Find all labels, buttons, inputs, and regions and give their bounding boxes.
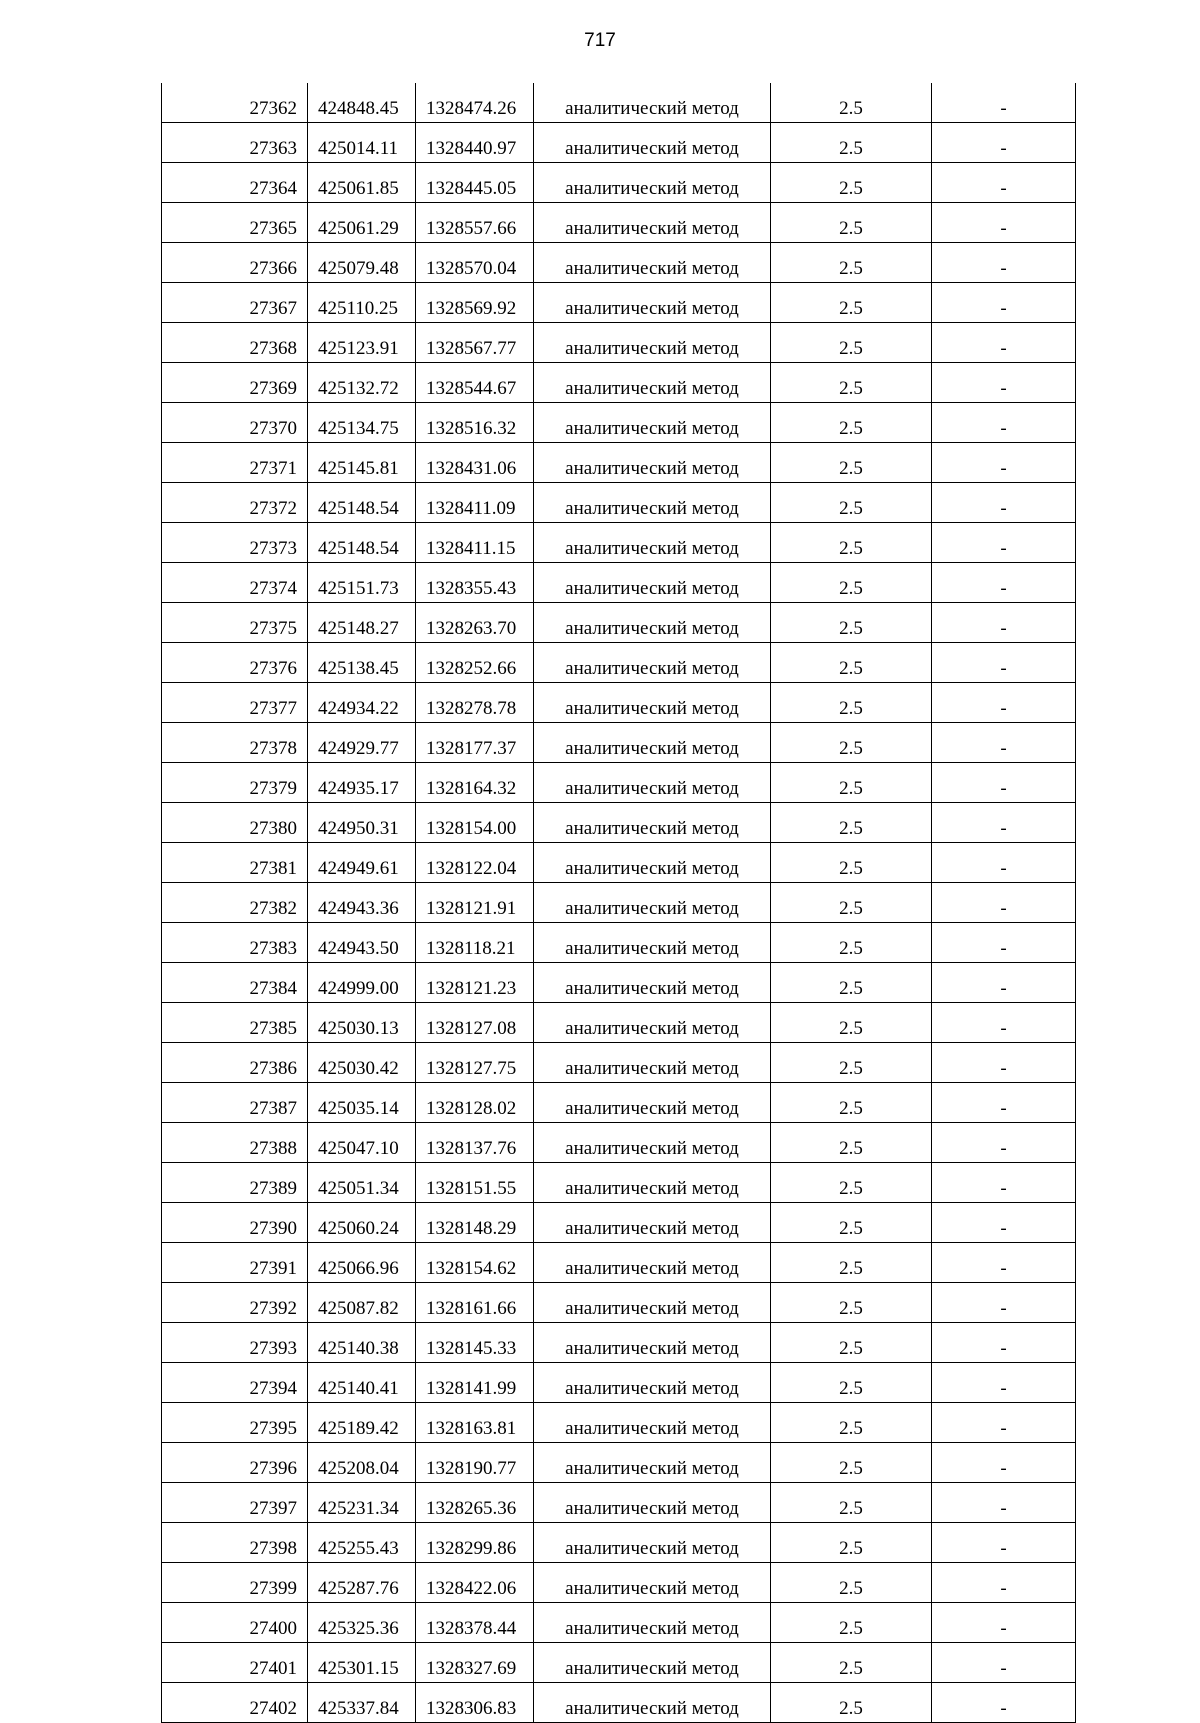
method-cell: аналитический метод bbox=[534, 323, 771, 363]
table-row bbox=[162, 1683, 1076, 1723]
x-coordinate-cell: 425255.43 bbox=[308, 1523, 416, 1563]
method-cell: аналитический метод bbox=[534, 843, 771, 883]
point-number-cell: 27378 bbox=[162, 723, 308, 763]
note-cell: - bbox=[932, 563, 1076, 603]
x-coordinate-cell: 425051.34 bbox=[308, 1163, 416, 1203]
x-coordinate-cell: 425134.75 bbox=[308, 403, 416, 443]
method-cell: аналитический метод bbox=[534, 643, 771, 683]
point-number-cell: 27391 bbox=[162, 1243, 308, 1283]
accuracy-cell: 2.5 bbox=[771, 483, 932, 523]
accuracy-cell: 2.5 bbox=[771, 923, 932, 963]
note-cell: - bbox=[932, 1683, 1076, 1723]
method-cell: аналитический метод bbox=[534, 123, 771, 163]
point-number-cell: 27399 bbox=[162, 1563, 308, 1603]
y-coordinate-cell: 1328177.37 bbox=[416, 723, 534, 763]
point-number-cell: 27389 bbox=[162, 1163, 308, 1203]
table-row bbox=[162, 1523, 1076, 1563]
table-row bbox=[162, 203, 1076, 243]
x-coordinate-cell: 424949.61 bbox=[308, 843, 416, 883]
x-coordinate-cell: 425030.42 bbox=[308, 1043, 416, 1083]
accuracy-cell: 2.5 bbox=[771, 363, 932, 403]
point-number-cell: 27363 bbox=[162, 123, 308, 163]
y-coordinate-cell: 1328137.76 bbox=[416, 1123, 534, 1163]
x-coordinate-cell: 424934.22 bbox=[308, 683, 416, 723]
accuracy-cell: 2.5 bbox=[771, 1483, 932, 1523]
y-coordinate-cell: 1328570.04 bbox=[416, 243, 534, 283]
accuracy-cell: 2.5 bbox=[771, 603, 932, 643]
method-cell: аналитический метод bbox=[534, 763, 771, 803]
method-cell: аналитический метод bbox=[534, 1043, 771, 1083]
note-cell: - bbox=[932, 363, 1076, 403]
x-coordinate-cell: 424950.31 bbox=[308, 803, 416, 843]
point-number-cell: 27402 bbox=[162, 1683, 308, 1723]
method-cell: аналитический метод bbox=[534, 1123, 771, 1163]
accuracy-cell: 2.5 bbox=[771, 1043, 932, 1083]
method-cell: аналитический метод bbox=[534, 1443, 771, 1483]
table-row bbox=[162, 723, 1076, 763]
method-cell: аналитический метод bbox=[534, 563, 771, 603]
x-coordinate-cell: 425189.42 bbox=[308, 1403, 416, 1443]
point-number-cell: 27401 bbox=[162, 1643, 308, 1683]
table-row bbox=[162, 483, 1076, 523]
method-cell: аналитический метод bbox=[534, 883, 771, 923]
accuracy-cell: 2.5 bbox=[771, 323, 932, 363]
note-cell: - bbox=[932, 243, 1076, 283]
note-cell: - bbox=[932, 1523, 1076, 1563]
y-coordinate-cell: 1328128.02 bbox=[416, 1083, 534, 1123]
accuracy-cell: 2.5 bbox=[771, 803, 932, 843]
table-row bbox=[162, 83, 1076, 123]
y-coordinate-cell: 1328431.06 bbox=[416, 443, 534, 483]
table-row bbox=[162, 803, 1076, 843]
table-row bbox=[162, 1643, 1076, 1683]
accuracy-cell: 2.5 bbox=[771, 563, 932, 603]
method-cell: аналитический метод bbox=[534, 1523, 771, 1563]
y-coordinate-cell: 1328145.33 bbox=[416, 1323, 534, 1363]
accuracy-cell: 2.5 bbox=[771, 1243, 932, 1283]
note-cell: - bbox=[932, 683, 1076, 723]
method-cell: аналитический метод bbox=[534, 1603, 771, 1643]
table-row bbox=[162, 243, 1076, 283]
point-number-cell: 27379 bbox=[162, 763, 308, 803]
accuracy-cell: 2.5 bbox=[771, 1443, 932, 1483]
note-cell: - bbox=[932, 1243, 1076, 1283]
note-cell: - bbox=[932, 203, 1076, 243]
method-cell: аналитический метод bbox=[534, 723, 771, 763]
point-number-cell: 27362 bbox=[162, 83, 308, 123]
note-cell: - bbox=[932, 523, 1076, 563]
accuracy-cell: 2.5 bbox=[771, 1123, 932, 1163]
point-number-cell: 27366 bbox=[162, 243, 308, 283]
method-cell: аналитический метод bbox=[534, 283, 771, 323]
table-row bbox=[162, 1363, 1076, 1403]
accuracy-cell: 2.5 bbox=[771, 963, 932, 1003]
note-cell: - bbox=[932, 1283, 1076, 1323]
accuracy-cell: 2.5 bbox=[771, 243, 932, 283]
point-number-cell: 27380 bbox=[162, 803, 308, 843]
point-number-cell: 27400 bbox=[162, 1603, 308, 1643]
x-coordinate-cell: 424999.00 bbox=[308, 963, 416, 1003]
coordinates-table-body bbox=[162, 83, 1076, 1723]
y-coordinate-cell: 1328190.77 bbox=[416, 1443, 534, 1483]
table-row bbox=[162, 403, 1076, 443]
note-cell: - bbox=[932, 1003, 1076, 1043]
note-cell: - bbox=[932, 483, 1076, 523]
x-coordinate-cell: 425301.15 bbox=[308, 1643, 416, 1683]
table-row bbox=[162, 363, 1076, 403]
table-row bbox=[162, 563, 1076, 603]
accuracy-cell: 2.5 bbox=[771, 883, 932, 923]
accuracy-cell: 2.5 bbox=[771, 203, 932, 243]
method-cell: аналитический метод bbox=[534, 1203, 771, 1243]
point-number-cell: 27388 bbox=[162, 1123, 308, 1163]
y-coordinate-cell: 1328118.21 bbox=[416, 923, 534, 963]
method-cell: аналитический метод bbox=[534, 523, 771, 563]
x-coordinate-cell: 425087.82 bbox=[308, 1283, 416, 1323]
method-cell: аналитический метод bbox=[534, 483, 771, 523]
method-cell: аналитический метод bbox=[534, 363, 771, 403]
method-cell: аналитический метод bbox=[534, 243, 771, 283]
note-cell: - bbox=[932, 843, 1076, 883]
y-coordinate-cell: 1328306.83 bbox=[416, 1683, 534, 1723]
table-row bbox=[162, 963, 1076, 1003]
note-cell: - bbox=[932, 883, 1076, 923]
note-cell: - bbox=[932, 1323, 1076, 1363]
point-number-cell: 27371 bbox=[162, 443, 308, 483]
y-coordinate-cell: 1328378.44 bbox=[416, 1603, 534, 1643]
point-number-cell: 27385 bbox=[162, 1003, 308, 1043]
y-coordinate-cell: 1328164.32 bbox=[416, 763, 534, 803]
accuracy-cell: 2.5 bbox=[771, 683, 932, 723]
accuracy-cell: 2.5 bbox=[771, 283, 932, 323]
table-row bbox=[162, 763, 1076, 803]
x-coordinate-cell: 424943.50 bbox=[308, 923, 416, 963]
y-coordinate-cell: 1328161.66 bbox=[416, 1283, 534, 1323]
table-row bbox=[162, 1603, 1076, 1643]
x-coordinate-cell: 425138.45 bbox=[308, 643, 416, 683]
x-coordinate-cell: 425123.91 bbox=[308, 323, 416, 363]
table-row bbox=[162, 883, 1076, 923]
y-coordinate-cell: 1328445.05 bbox=[416, 163, 534, 203]
method-cell: аналитический метод bbox=[534, 603, 771, 643]
accuracy-cell: 2.5 bbox=[771, 1283, 932, 1323]
note-cell: - bbox=[932, 323, 1076, 363]
point-number-cell: 27384 bbox=[162, 963, 308, 1003]
accuracy-cell: 2.5 bbox=[771, 1683, 932, 1723]
x-coordinate-cell: 425140.38 bbox=[308, 1323, 416, 1363]
note-cell: - bbox=[932, 163, 1076, 203]
x-coordinate-cell: 425030.13 bbox=[308, 1003, 416, 1043]
accuracy-cell: 2.5 bbox=[771, 643, 932, 683]
method-cell: аналитический метод bbox=[534, 1643, 771, 1683]
accuracy-cell: 2.5 bbox=[771, 1523, 932, 1563]
table-row bbox=[162, 843, 1076, 883]
x-coordinate-cell: 425079.48 bbox=[308, 243, 416, 283]
x-coordinate-cell: 425014.11 bbox=[308, 123, 416, 163]
point-number-cell: 27397 bbox=[162, 1483, 308, 1523]
accuracy-cell: 2.5 bbox=[771, 403, 932, 443]
note-cell: - bbox=[932, 803, 1076, 843]
y-coordinate-cell: 1328422.06 bbox=[416, 1563, 534, 1603]
x-coordinate-cell: 425061.85 bbox=[308, 163, 416, 203]
note-cell: - bbox=[932, 1563, 1076, 1603]
method-cell: аналитический метод bbox=[534, 1563, 771, 1603]
point-number-cell: 27395 bbox=[162, 1403, 308, 1443]
method-cell: аналитический метод bbox=[534, 163, 771, 203]
method-cell: аналитический метод bbox=[534, 1483, 771, 1523]
y-coordinate-cell: 1328516.32 bbox=[416, 403, 534, 443]
table-row bbox=[162, 1163, 1076, 1203]
note-cell: - bbox=[932, 1643, 1076, 1683]
x-coordinate-cell: 425231.34 bbox=[308, 1483, 416, 1523]
method-cell: аналитический метод bbox=[534, 1403, 771, 1443]
point-number-cell: 27370 bbox=[162, 403, 308, 443]
note-cell: - bbox=[932, 1363, 1076, 1403]
table-row bbox=[162, 923, 1076, 963]
point-number-cell: 27373 bbox=[162, 523, 308, 563]
y-coordinate-cell: 1328411.15 bbox=[416, 523, 534, 563]
note-cell: - bbox=[932, 963, 1076, 1003]
x-coordinate-cell: 425337.84 bbox=[308, 1683, 416, 1723]
point-number-cell: 27365 bbox=[162, 203, 308, 243]
x-coordinate-cell: 425035.14 bbox=[308, 1083, 416, 1123]
y-coordinate-cell: 1328355.43 bbox=[416, 563, 534, 603]
x-coordinate-cell: 424943.36 bbox=[308, 883, 416, 923]
point-number-cell: 27372 bbox=[162, 483, 308, 523]
y-coordinate-cell: 1328327.69 bbox=[416, 1643, 534, 1683]
y-coordinate-cell: 1328154.62 bbox=[416, 1243, 534, 1283]
note-cell: - bbox=[932, 1603, 1076, 1643]
point-number-cell: 27392 bbox=[162, 1283, 308, 1323]
method-cell: аналитический метод bbox=[534, 1283, 771, 1323]
x-coordinate-cell: 425148.27 bbox=[308, 603, 416, 643]
point-number-cell: 27393 bbox=[162, 1323, 308, 1363]
accuracy-cell: 2.5 bbox=[771, 1643, 932, 1683]
point-number-cell: 27367 bbox=[162, 283, 308, 323]
y-coordinate-cell: 1328265.36 bbox=[416, 1483, 534, 1523]
accuracy-cell: 2.5 bbox=[771, 1323, 932, 1363]
point-number-cell: 27386 bbox=[162, 1043, 308, 1083]
accuracy-cell: 2.5 bbox=[771, 1003, 932, 1043]
note-cell: - bbox=[932, 1483, 1076, 1523]
x-coordinate-cell: 425132.72 bbox=[308, 363, 416, 403]
accuracy-cell: 2.5 bbox=[771, 723, 932, 763]
note-cell: - bbox=[932, 763, 1076, 803]
table-row bbox=[162, 123, 1076, 163]
accuracy-cell: 2.5 bbox=[771, 763, 932, 803]
accuracy-cell: 2.5 bbox=[771, 163, 932, 203]
method-cell: аналитический метод bbox=[534, 203, 771, 243]
y-coordinate-cell: 1328127.08 bbox=[416, 1003, 534, 1043]
y-coordinate-cell: 1328154.00 bbox=[416, 803, 534, 843]
y-coordinate-cell: 1328411.09 bbox=[416, 483, 534, 523]
note-cell: - bbox=[932, 123, 1076, 163]
method-cell: аналитический метод bbox=[534, 963, 771, 1003]
accuracy-cell: 2.5 bbox=[771, 1163, 932, 1203]
method-cell: аналитический метод bbox=[534, 803, 771, 843]
x-coordinate-cell: 425061.29 bbox=[308, 203, 416, 243]
y-coordinate-cell: 1328569.92 bbox=[416, 283, 534, 323]
table-row bbox=[162, 603, 1076, 643]
accuracy-cell: 2.5 bbox=[771, 1363, 932, 1403]
note-cell: - bbox=[932, 1043, 1076, 1083]
note-cell: - bbox=[932, 83, 1076, 123]
y-coordinate-cell: 1328121.91 bbox=[416, 883, 534, 923]
note-cell: - bbox=[932, 1403, 1076, 1443]
table-row bbox=[162, 1043, 1076, 1083]
table-row bbox=[162, 523, 1076, 563]
x-coordinate-cell: 425151.73 bbox=[308, 563, 416, 603]
accuracy-cell: 2.5 bbox=[771, 443, 932, 483]
table-row bbox=[162, 1323, 1076, 1363]
x-coordinate-cell: 425148.54 bbox=[308, 483, 416, 523]
y-coordinate-cell: 1328557.66 bbox=[416, 203, 534, 243]
point-number-cell: 27383 bbox=[162, 923, 308, 963]
accuracy-cell: 2.5 bbox=[771, 83, 932, 123]
accuracy-cell: 2.5 bbox=[771, 123, 932, 163]
method-cell: аналитический метод bbox=[534, 83, 771, 123]
accuracy-cell: 2.5 bbox=[771, 843, 932, 883]
y-coordinate-cell: 1328127.75 bbox=[416, 1043, 534, 1083]
accuracy-cell: 2.5 bbox=[771, 1563, 932, 1603]
y-coordinate-cell: 1328121.23 bbox=[416, 963, 534, 1003]
method-cell: аналитический метод bbox=[534, 443, 771, 483]
x-coordinate-cell: 425060.24 bbox=[308, 1203, 416, 1243]
method-cell: аналитический метод bbox=[534, 923, 771, 963]
y-coordinate-cell: 1328163.81 bbox=[416, 1403, 534, 1443]
x-coordinate-cell: 424929.77 bbox=[308, 723, 416, 763]
note-cell: - bbox=[932, 1123, 1076, 1163]
accuracy-cell: 2.5 bbox=[771, 1403, 932, 1443]
y-coordinate-cell: 1328544.67 bbox=[416, 363, 534, 403]
y-coordinate-cell: 1328122.04 bbox=[416, 843, 534, 883]
point-number-cell: 27398 bbox=[162, 1523, 308, 1563]
x-coordinate-cell: 425047.10 bbox=[308, 1123, 416, 1163]
method-cell: аналитический метод bbox=[534, 1683, 771, 1723]
point-number-cell: 27394 bbox=[162, 1363, 308, 1403]
x-coordinate-cell: 425325.36 bbox=[308, 1603, 416, 1643]
table-row bbox=[162, 443, 1076, 483]
accuracy-cell: 2.5 bbox=[771, 1083, 932, 1123]
method-cell: аналитический метод bbox=[534, 403, 771, 443]
y-coordinate-cell: 1328263.70 bbox=[416, 603, 534, 643]
x-coordinate-cell: 425110.25 bbox=[308, 283, 416, 323]
point-number-cell: 27390 bbox=[162, 1203, 308, 1243]
y-coordinate-cell: 1328252.66 bbox=[416, 643, 534, 683]
table-row bbox=[162, 643, 1076, 683]
x-coordinate-cell: 425287.76 bbox=[308, 1563, 416, 1603]
note-cell: - bbox=[932, 1203, 1076, 1243]
table-row bbox=[162, 1443, 1076, 1483]
point-number-cell: 27396 bbox=[162, 1443, 308, 1483]
note-cell: - bbox=[932, 643, 1076, 683]
x-coordinate-cell: 425208.04 bbox=[308, 1443, 416, 1483]
note-cell: - bbox=[932, 283, 1076, 323]
point-number-cell: 27381 bbox=[162, 843, 308, 883]
point-number-cell: 27368 bbox=[162, 323, 308, 363]
point-number-cell: 27364 bbox=[162, 163, 308, 203]
accuracy-cell: 2.5 bbox=[771, 1203, 932, 1243]
method-cell: аналитический метод bbox=[534, 1363, 771, 1403]
point-number-cell: 27376 bbox=[162, 643, 308, 683]
page-number: 717 bbox=[584, 30, 616, 51]
point-number-cell: 27382 bbox=[162, 883, 308, 923]
note-cell: - bbox=[932, 1443, 1076, 1483]
table-row bbox=[162, 1283, 1076, 1323]
method-cell: аналитический метод bbox=[534, 1083, 771, 1123]
method-cell: аналитический метод bbox=[534, 1003, 771, 1043]
table-row bbox=[162, 1563, 1076, 1603]
y-coordinate-cell: 1328148.29 bbox=[416, 1203, 534, 1243]
table-row bbox=[162, 1483, 1076, 1523]
point-number-cell: 27369 bbox=[162, 363, 308, 403]
table-row bbox=[162, 1203, 1076, 1243]
method-cell: аналитический метод bbox=[534, 683, 771, 723]
table-row bbox=[162, 283, 1076, 323]
table-row bbox=[162, 1003, 1076, 1043]
x-coordinate-cell: 425148.54 bbox=[308, 523, 416, 563]
x-coordinate-cell: 424935.17 bbox=[308, 763, 416, 803]
table-row bbox=[162, 1083, 1076, 1123]
point-number-cell: 27387 bbox=[162, 1083, 308, 1123]
table-row bbox=[162, 163, 1076, 203]
note-cell: - bbox=[932, 1163, 1076, 1203]
y-coordinate-cell: 1328141.99 bbox=[416, 1363, 534, 1403]
y-coordinate-cell: 1328278.78 bbox=[416, 683, 534, 723]
x-coordinate-cell: 424848.45 bbox=[308, 83, 416, 123]
y-coordinate-cell: 1328567.77 bbox=[416, 323, 534, 363]
note-cell: - bbox=[932, 603, 1076, 643]
y-coordinate-cell: 1328299.86 bbox=[416, 1523, 534, 1563]
table-row bbox=[162, 1403, 1076, 1443]
point-number-cell: 27375 bbox=[162, 603, 308, 643]
note-cell: - bbox=[932, 723, 1076, 763]
note-cell: - bbox=[932, 1083, 1076, 1123]
y-coordinate-cell: 1328440.97 bbox=[416, 123, 534, 163]
table-row bbox=[162, 1123, 1076, 1163]
y-coordinate-cell: 1328474.26 bbox=[416, 83, 534, 123]
x-coordinate-cell: 425140.41 bbox=[308, 1363, 416, 1403]
y-coordinate-cell: 1328151.55 bbox=[416, 1163, 534, 1203]
accuracy-cell: 2.5 bbox=[771, 1603, 932, 1643]
method-cell: аналитический метод bbox=[534, 1243, 771, 1283]
method-cell: аналитический метод bbox=[534, 1163, 771, 1203]
table-row bbox=[162, 1243, 1076, 1283]
note-cell: - bbox=[932, 923, 1076, 963]
coordinates-table bbox=[161, 83, 1076, 1723]
table-row bbox=[162, 683, 1076, 723]
note-cell: - bbox=[932, 403, 1076, 443]
method-cell: аналитический метод bbox=[534, 1323, 771, 1363]
table-row bbox=[162, 323, 1076, 363]
x-coordinate-cell: 425145.81 bbox=[308, 443, 416, 483]
point-number-cell: 27374 bbox=[162, 563, 308, 603]
point-number-cell: 27377 bbox=[162, 683, 308, 723]
accuracy-cell: 2.5 bbox=[771, 523, 932, 563]
note-cell: - bbox=[932, 443, 1076, 483]
x-coordinate-cell: 425066.96 bbox=[308, 1243, 416, 1283]
